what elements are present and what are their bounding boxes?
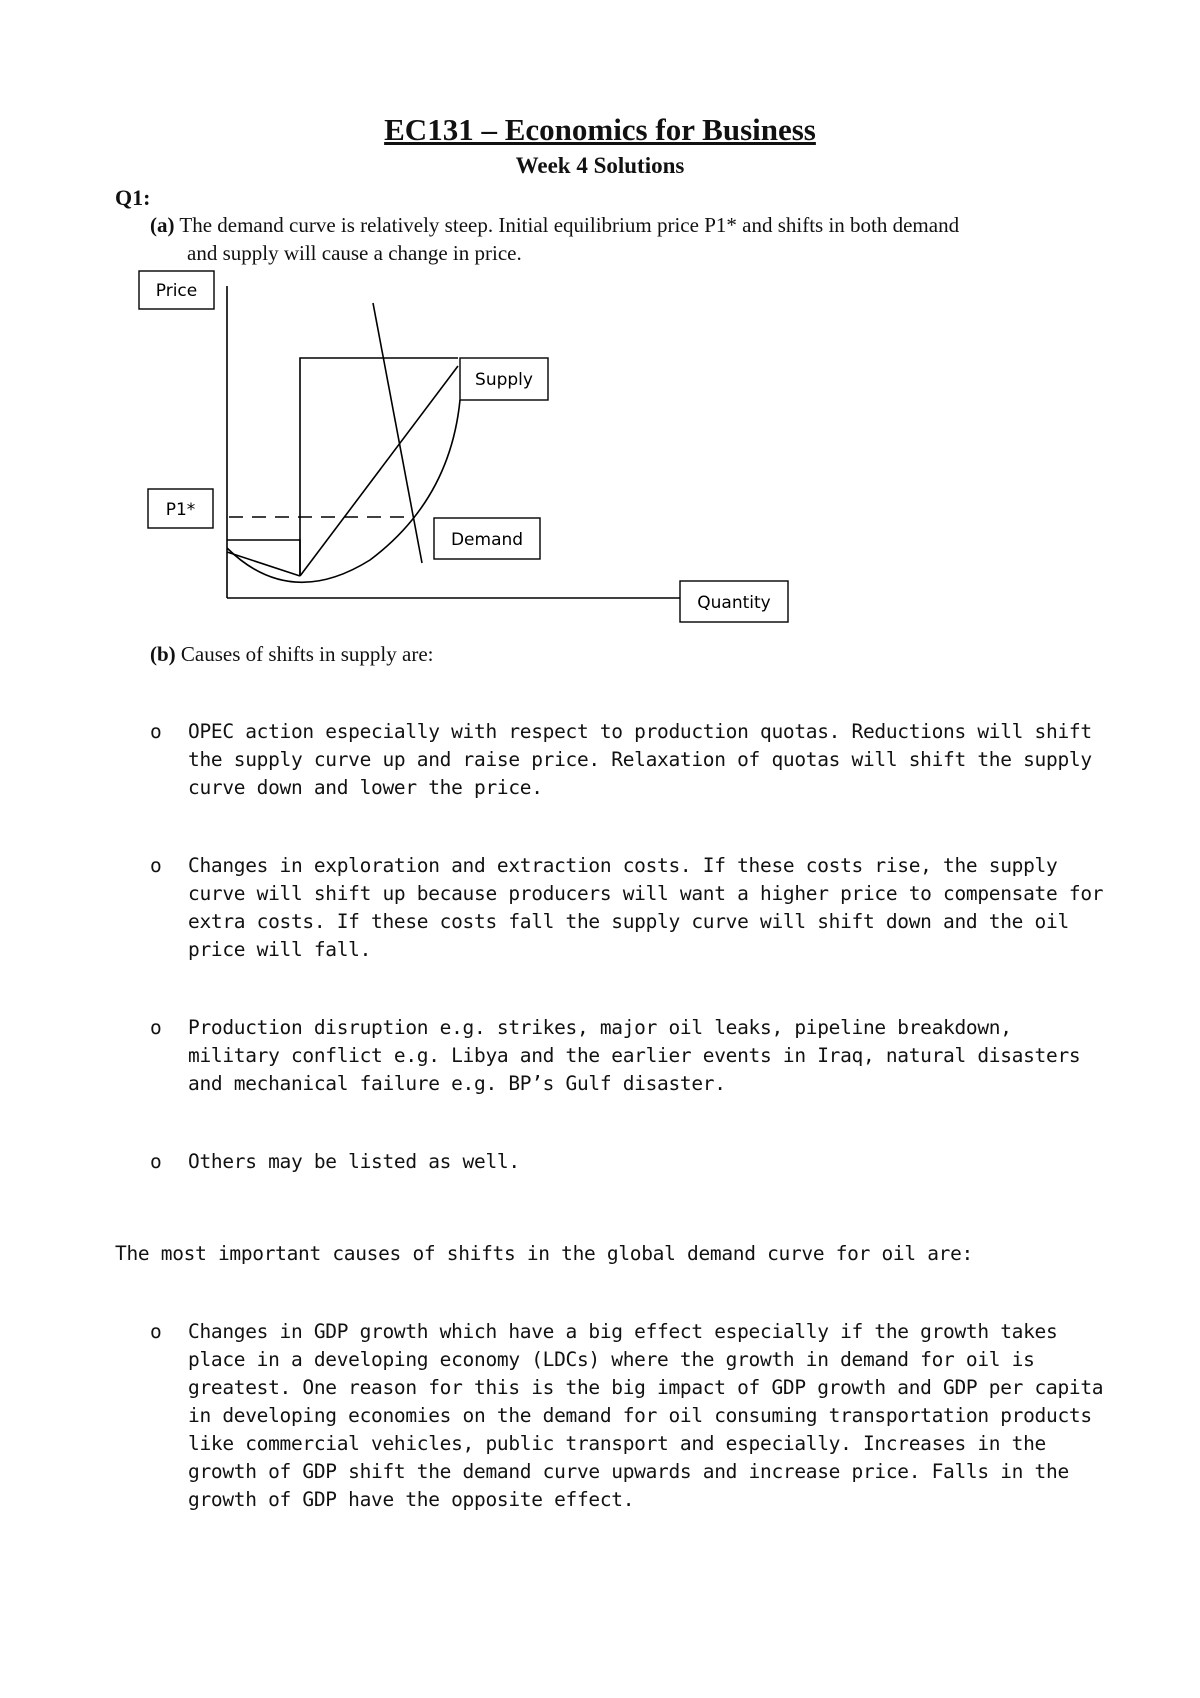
price-label: Price — [155, 281, 198, 301]
demand-heading: The most important causes of shifts in the global demand curve for oil are: — [115, 1242, 974, 1265]
bullet-text: Others may be listed as well. — [188, 1150, 520, 1173]
part-a-label: (a) — [150, 213, 175, 237]
quantity-label-box — [680, 581, 788, 622]
diagonal-to-origin — [227, 552, 300, 576]
supply-causes-list — [150, 718, 1110, 1226]
list-item — [150, 718, 1110, 802]
part-a-text-line1: The demand curve is relatively steep. Initial equilibrium price P1* and shifts in both demand — [179, 213, 960, 237]
list-item — [150, 1148, 1110, 1176]
page-title: EC131 – Economics for Business — [384, 112, 816, 147]
bullet-marker: o — [150, 854, 162, 877]
demand-label-box — [434, 518, 540, 559]
bullet-marker: o — [150, 1016, 162, 1039]
bullet-text: Production disruption e.g. strikes, major oil leaks, pipeline breakdown, military conflict e.g. Libya and the earlier events in Iraq, natural disasters and mechanical failure e.g. BP’s Gulf disaster. — [188, 1016, 1081, 1095]
demand-causes-list — [150, 1318, 1110, 1514]
supply-demand-diagram — [0, 0, 1200, 640]
price-label-box — [139, 271, 214, 309]
p1-label-box — [148, 489, 213, 528]
p1-label: P1* — [165, 500, 196, 520]
question-label: Q1: — [115, 185, 151, 210]
part-b-label: (b) — [150, 642, 176, 666]
list-item — [150, 852, 1110, 964]
supply-curve-arc — [227, 400, 460, 582]
demand-label: Demand — [450, 530, 524, 550]
bullet-marker: o — [150, 1320, 162, 1343]
list-item — [150, 1318, 1110, 1514]
part-b-text: Causes of shifts in supply are: — [180, 642, 434, 666]
demand-line — [373, 303, 422, 563]
bullet-marker: o — [150, 1150, 162, 1173]
list-item — [150, 1014, 1110, 1098]
supply-label: Supply — [475, 370, 533, 390]
quantity-label: Quantity — [697, 593, 771, 613]
bullet-marker: o — [150, 720, 162, 743]
supply-label-box — [460, 358, 548, 400]
bullet-text: Changes in GDP growth which have a big effect especially if the growth takes place in a developing economy (LDCs) where the growth in demand for oil is greatest. One reason for this is the big impact of GDP growth and GDP per capita in developing economies on the demand for oil consuming transportation products like commercial vehicles, public transport and especially. Increases in the growth of GDP shift the demand curve upwards and increase price. Falls in the growth of GDP have the opposite effect. — [188, 1320, 1104, 1511]
bullet-text: OPEC action especially with respect to production quotas. Reductions will shift the supply curve up and raise price. Relaxation of quotas will shift the supply curve down and lower the price. — [188, 720, 1092, 799]
bullet-text: Changes in exploration and extraction costs. If these costs rise, the supply curve will shift up because producers will want a higher price to compensate for extra costs. If these costs fall the supply curve will shift down and the oil price will fall. — [188, 854, 1104, 961]
part-b — [150, 640, 1050, 668]
part-a-text-line2: and supply will cause a change in price. — [187, 241, 522, 265]
page-subtitle: Week 4 Solutions — [515, 153, 685, 178]
